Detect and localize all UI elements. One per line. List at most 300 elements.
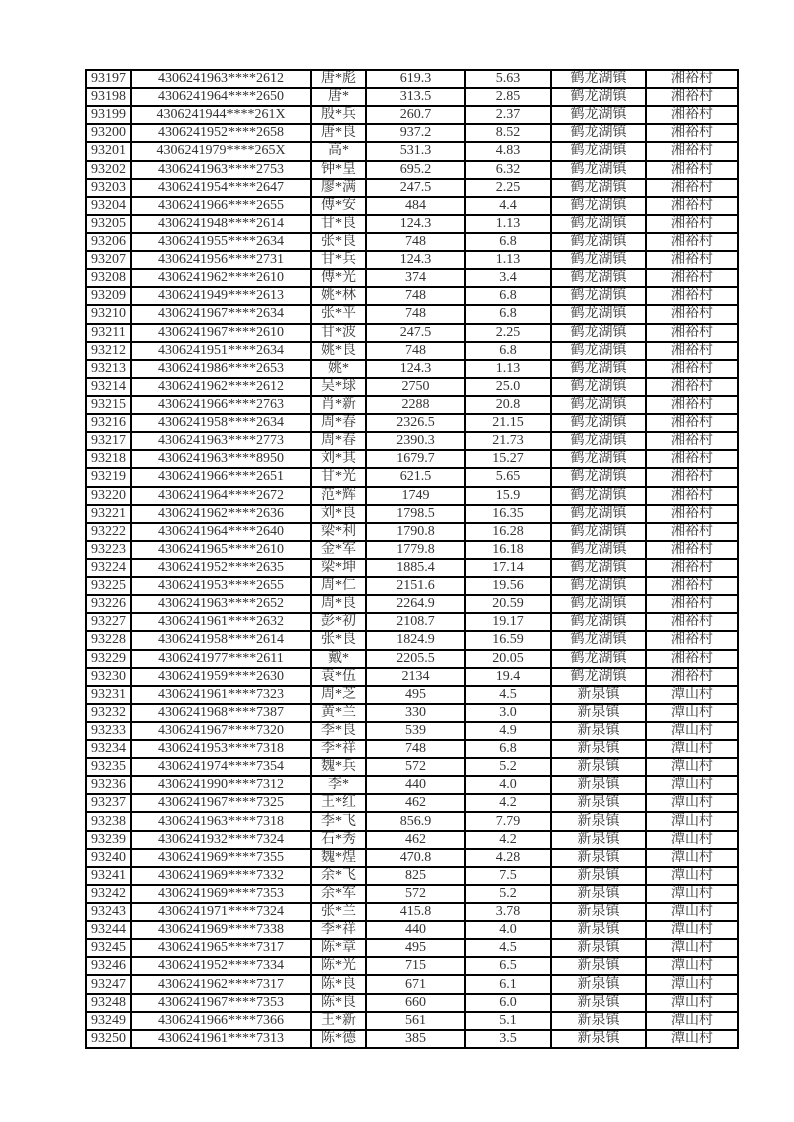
cell-amount-secondary: 4.9 (465, 722, 551, 740)
cell-masked-id-number: 4306241948****2614 (131, 215, 311, 233)
cell-masked-id-number: 4306241967****7320 (131, 722, 311, 740)
cell-serial-number: 93236 (86, 776, 131, 794)
cell-masked-id-number: 4306241952****7334 (131, 957, 311, 975)
cell-town: 新泉镇 (551, 1012, 646, 1030)
cell-amount: 440 (366, 776, 465, 794)
cell-serial-number: 93229 (86, 650, 131, 668)
cell-masked-id-number: 4306241969****7332 (131, 867, 311, 885)
cell-amount: 748 (366, 233, 465, 251)
cell-amount-secondary: 5.65 (465, 468, 551, 486)
cell-masked-id-number: 4306241954****2647 (131, 179, 311, 197)
cell-serial-number: 93250 (86, 1030, 131, 1048)
cell-masked-id-number: 4306241990****7312 (131, 776, 311, 794)
cell-amount: 2264.9 (366, 595, 465, 613)
cell-masked-id-number: 4306241962****2610 (131, 269, 311, 287)
cell-masked-name: 余*飞 (311, 867, 366, 885)
cell-masked-id-number: 4306241967****2634 (131, 305, 311, 323)
cell-masked-name: 梁*坤 (311, 559, 366, 577)
cell-amount-secondary: 5.1 (465, 1012, 551, 1030)
cell-amount: 671 (366, 975, 465, 993)
cell-serial-number: 93223 (86, 541, 131, 559)
cell-village: 湘裕村 (646, 360, 738, 378)
cell-amount-secondary: 19.17 (465, 613, 551, 631)
cell-amount: 748 (366, 287, 465, 305)
cell-masked-id-number: 4306241964****2650 (131, 88, 311, 106)
cell-serial-number: 93227 (86, 613, 131, 631)
cell-village: 湘裕村 (646, 269, 738, 287)
cell-serial-number: 93242 (86, 885, 131, 903)
cell-serial-number: 93241 (86, 867, 131, 885)
cell-amount-secondary: 20.8 (465, 396, 551, 414)
cell-masked-name: 甘*光 (311, 468, 366, 486)
table-row (86, 523, 738, 541)
cell-masked-name: 傅*光 (311, 269, 366, 287)
cell-amount: 572 (366, 885, 465, 903)
cell-masked-name: 李*祥 (311, 740, 366, 758)
cell-village: 湘裕村 (646, 88, 738, 106)
cell-town: 鹤龙湖镇 (551, 124, 646, 142)
cell-town: 鹤龙湖镇 (551, 505, 646, 523)
cell-amount-secondary: 4.5 (465, 939, 551, 957)
cell-masked-id-number: 4306241961****2632 (131, 613, 311, 631)
cell-amount-secondary: 4.28 (465, 849, 551, 867)
cell-masked-id-number: 4306241966****7366 (131, 1012, 311, 1030)
cell-masked-name: 李*祥 (311, 921, 366, 939)
cell-serial-number: 93231 (86, 686, 131, 704)
cell-town: 鹤龙湖镇 (551, 142, 646, 160)
cell-masked-name: 刘*其 (311, 450, 366, 468)
cell-village: 湘裕村 (646, 287, 738, 305)
cell-amount: 495 (366, 939, 465, 957)
cell-village: 湘裕村 (646, 650, 738, 668)
cell-town: 鹤龙湖镇 (551, 161, 646, 179)
table-row (86, 396, 738, 414)
table-row (86, 215, 738, 233)
cell-village: 湘裕村 (646, 378, 738, 396)
cell-amount-secondary: 7.79 (465, 812, 551, 830)
cell-masked-name: 张*良 (311, 233, 366, 251)
cell-amount-secondary: 19.56 (465, 577, 551, 595)
cell-masked-id-number: 4306241969****7355 (131, 849, 311, 867)
cell-amount-secondary: 5.63 (465, 70, 551, 88)
cell-amount: 1779.8 (366, 541, 465, 559)
cell-amount: 2750 (366, 378, 465, 396)
table-row (86, 450, 738, 468)
cell-amount-secondary: 4.2 (465, 831, 551, 849)
cell-village: 潭山村 (646, 776, 738, 794)
cell-amount-secondary: 3.78 (465, 903, 551, 921)
table-row (86, 650, 738, 668)
cell-amount-secondary: 1.13 (465, 360, 551, 378)
cell-amount-secondary: 4.83 (465, 142, 551, 160)
cell-serial-number: 93246 (86, 957, 131, 975)
cell-masked-name: 唐*彪 (311, 70, 366, 88)
table-row (86, 668, 738, 686)
cell-serial-number: 93205 (86, 215, 131, 233)
cell-amount-secondary: 6.8 (465, 233, 551, 251)
cell-serial-number: 93247 (86, 975, 131, 993)
cell-masked-id-number: 4306241963****2612 (131, 70, 311, 88)
cell-amount-secondary: 6.32 (465, 161, 551, 179)
cell-village: 潭山村 (646, 867, 738, 885)
cell-amount-secondary: 6.8 (465, 305, 551, 323)
cell-serial-number: 93208 (86, 269, 131, 287)
cell-serial-number: 93216 (86, 414, 131, 432)
cell-amount: 748 (366, 342, 465, 360)
cell-village: 潭山村 (646, 957, 738, 975)
cell-amount-secondary: 6.1 (465, 975, 551, 993)
cell-masked-id-number: 4306241964****2672 (131, 487, 311, 505)
cell-village: 潭山村 (646, 1030, 738, 1048)
cell-serial-number: 93198 (86, 88, 131, 106)
cell-amount-secondary: 2.25 (465, 324, 551, 342)
cell-town: 鹤龙湖镇 (551, 70, 646, 88)
cell-masked-name: 殷*兵 (311, 106, 366, 124)
table-row (86, 849, 738, 867)
cell-masked-id-number: 4306241932****7324 (131, 831, 311, 849)
table-row (86, 88, 738, 106)
cell-masked-id-number: 4306241965****7317 (131, 939, 311, 957)
cell-amount: 1679.7 (366, 450, 465, 468)
table-row (86, 921, 738, 939)
table-row (86, 613, 738, 631)
table-row (86, 378, 738, 396)
cell-masked-name: 甘*良 (311, 215, 366, 233)
table-row (86, 106, 738, 124)
cell-masked-name: 王*红 (311, 794, 366, 812)
table-row (86, 287, 738, 305)
cell-village: 潭山村 (646, 1012, 738, 1030)
cell-amount-secondary: 20.05 (465, 650, 551, 668)
cell-amount-secondary: 19.4 (465, 668, 551, 686)
cell-masked-id-number: 4306241953****2655 (131, 577, 311, 595)
cell-amount-secondary: 2.25 (465, 179, 551, 197)
cell-amount: 2108.7 (366, 613, 465, 631)
table-row (86, 179, 738, 197)
cell-amount-secondary: 6.5 (465, 957, 551, 975)
cell-town: 新泉镇 (551, 831, 646, 849)
table-row (86, 342, 738, 360)
cell-masked-name: 范*辉 (311, 487, 366, 505)
cell-village: 湘裕村 (646, 432, 738, 450)
cell-town: 新泉镇 (551, 1030, 646, 1048)
cell-masked-name: 陈*良 (311, 994, 366, 1012)
table-row (86, 758, 738, 776)
cell-amount: 561 (366, 1012, 465, 1030)
cell-amount: 124.3 (366, 215, 465, 233)
cell-serial-number: 93217 (86, 432, 131, 450)
cell-serial-number: 93202 (86, 161, 131, 179)
cell-masked-name: 张*兰 (311, 903, 366, 921)
cell-town: 新泉镇 (551, 867, 646, 885)
cell-amount: 374 (366, 269, 465, 287)
cell-town: 鹤龙湖镇 (551, 523, 646, 541)
cell-masked-id-number: 4306241952****2635 (131, 559, 311, 577)
table-row (86, 975, 738, 993)
cell-town: 鹤龙湖镇 (551, 287, 646, 305)
cell-masked-id-number: 4306241966****2655 (131, 197, 311, 215)
cell-town: 鹤龙湖镇 (551, 378, 646, 396)
cell-amount: 695.2 (366, 161, 465, 179)
cell-amount: 1885.4 (366, 559, 465, 577)
cell-village: 湘裕村 (646, 631, 738, 649)
cell-town: 新泉镇 (551, 794, 646, 812)
cell-amount-secondary: 17.14 (465, 559, 551, 577)
table-row (86, 414, 738, 432)
cell-masked-name: 刘*良 (311, 505, 366, 523)
cell-masked-id-number: 4306241952****2658 (131, 124, 311, 142)
cell-masked-name: 张*良 (311, 631, 366, 649)
cell-amount: 539 (366, 722, 465, 740)
table-row (86, 867, 738, 885)
cell-masked-name: 魏*兵 (311, 758, 366, 776)
cell-town: 鹤龙湖镇 (551, 450, 646, 468)
cell-amount-secondary: 3.5 (465, 1030, 551, 1048)
cell-masked-name: 周*春 (311, 414, 366, 432)
cell-amount-secondary: 4.0 (465, 776, 551, 794)
cell-village: 湘裕村 (646, 541, 738, 559)
cell-masked-name: 唐* (311, 88, 366, 106)
cell-masked-name: 魏*煌 (311, 849, 366, 867)
cell-town: 鹤龙湖镇 (551, 233, 646, 251)
cell-serial-number: 93245 (86, 939, 131, 957)
cell-amount: 2151.6 (366, 577, 465, 595)
cell-serial-number: 93237 (86, 794, 131, 812)
cell-serial-number: 93244 (86, 921, 131, 939)
cell-serial-number: 93199 (86, 106, 131, 124)
cell-village: 潭山村 (646, 704, 738, 722)
cell-amount-secondary: 4.4 (465, 197, 551, 215)
table-row (86, 324, 738, 342)
cell-village: 湘裕村 (646, 523, 738, 541)
cell-town: 鹤龙湖镇 (551, 197, 646, 215)
cell-town: 鹤龙湖镇 (551, 106, 646, 124)
table-row (86, 197, 738, 215)
cell-serial-number: 93235 (86, 758, 131, 776)
cell-amount: 621.5 (366, 468, 465, 486)
cell-masked-id-number: 4306241977****2611 (131, 650, 311, 668)
cell-masked-id-number: 4306241971****7324 (131, 903, 311, 921)
cell-amount: 470.8 (366, 849, 465, 867)
cell-village: 潭山村 (646, 722, 738, 740)
cell-town: 鹤龙湖镇 (551, 468, 646, 486)
cell-masked-name: 陈*德 (311, 1030, 366, 1048)
cell-town: 鹤龙湖镇 (551, 88, 646, 106)
table-row (86, 1030, 738, 1048)
cell-masked-id-number: 4306241967****2610 (131, 324, 311, 342)
cell-serial-number: 93201 (86, 142, 131, 160)
cell-town: 新泉镇 (551, 740, 646, 758)
cell-amount: 2134 (366, 668, 465, 686)
cell-amount: 2390.3 (366, 432, 465, 450)
table-row (86, 161, 738, 179)
cell-amount-secondary: 6.8 (465, 287, 551, 305)
table-row (86, 957, 738, 975)
cell-serial-number: 93214 (86, 378, 131, 396)
cell-amount: 825 (366, 867, 465, 885)
cell-amount-secondary: 5.2 (465, 758, 551, 776)
cell-masked-name: 张*平 (311, 305, 366, 323)
cell-masked-name: 傅*安 (311, 197, 366, 215)
cell-amount: 748 (366, 740, 465, 758)
cell-masked-name: 周*良 (311, 595, 366, 613)
cell-amount: 715 (366, 957, 465, 975)
cell-town: 新泉镇 (551, 921, 646, 939)
cell-serial-number: 93209 (86, 287, 131, 305)
cell-serial-number: 93240 (86, 849, 131, 867)
cell-serial-number: 93222 (86, 523, 131, 541)
cell-serial-number: 93212 (86, 342, 131, 360)
cell-amount: 2326.5 (366, 414, 465, 432)
cell-masked-name: 陈*章 (311, 939, 366, 957)
table-body (86, 70, 738, 1048)
cell-serial-number: 93200 (86, 124, 131, 142)
cell-amount: 124.3 (366, 360, 465, 378)
cell-masked-name: 王*新 (311, 1012, 366, 1030)
cell-village: 湘裕村 (646, 124, 738, 142)
cell-serial-number: 93203 (86, 179, 131, 197)
cell-serial-number: 93211 (86, 324, 131, 342)
cell-serial-number: 93213 (86, 360, 131, 378)
cell-masked-id-number: 4306241953****7318 (131, 740, 311, 758)
cell-amount: 2288 (366, 396, 465, 414)
table-row (86, 70, 738, 88)
cell-amount-secondary: 16.18 (465, 541, 551, 559)
cell-town: 鹤龙湖镇 (551, 577, 646, 595)
cell-amount: 247.5 (366, 324, 465, 342)
cell-masked-name: 石*秀 (311, 831, 366, 849)
cell-amount: 440 (366, 921, 465, 939)
cell-town: 鹤龙湖镇 (551, 650, 646, 668)
cell-masked-name: 姚*林 (311, 287, 366, 305)
cell-masked-id-number: 4306241961****7313 (131, 1030, 311, 1048)
cell-masked-name: 姚*良 (311, 342, 366, 360)
cell-village: 潭山村 (646, 812, 738, 830)
cell-amount-secondary: 3.0 (465, 704, 551, 722)
cell-village: 潭山村 (646, 794, 738, 812)
table-row (86, 704, 738, 722)
cell-town: 新泉镇 (551, 686, 646, 704)
cell-amount: 572 (366, 758, 465, 776)
cell-town: 新泉镇 (551, 939, 646, 957)
cell-village: 湘裕村 (646, 468, 738, 486)
cell-serial-number: 93221 (86, 505, 131, 523)
table-row (86, 776, 738, 794)
table-row (86, 994, 738, 1012)
table-row (86, 559, 738, 577)
cell-town: 鹤龙湖镇 (551, 396, 646, 414)
cell-village: 湘裕村 (646, 197, 738, 215)
cell-amount-secondary: 15.27 (465, 450, 551, 468)
cell-masked-id-number: 4306241974****7354 (131, 758, 311, 776)
cell-amount: 1798.5 (366, 505, 465, 523)
cell-village: 湘裕村 (646, 577, 738, 595)
cell-village: 湘裕村 (646, 450, 738, 468)
table-row (86, 487, 738, 505)
cell-village: 湘裕村 (646, 396, 738, 414)
cell-amount-secondary: 21.73 (465, 432, 551, 450)
cell-town: 鹤龙湖镇 (551, 215, 646, 233)
cell-serial-number: 93204 (86, 197, 131, 215)
cell-masked-name: 廖*满 (311, 179, 366, 197)
cell-amount: 385 (366, 1030, 465, 1048)
cell-village: 潭山村 (646, 740, 738, 758)
cell-amount: 330 (366, 704, 465, 722)
cell-village: 潭山村 (646, 758, 738, 776)
table-row (86, 686, 738, 704)
cell-masked-id-number: 4306241967****7353 (131, 994, 311, 1012)
cell-masked-id-number: 4306241969****7353 (131, 885, 311, 903)
cell-masked-name: 袁*伍 (311, 668, 366, 686)
cell-amount: 313.5 (366, 88, 465, 106)
cell-town: 新泉镇 (551, 994, 646, 1012)
cell-masked-id-number: 4306241965****2610 (131, 541, 311, 559)
cell-amount-secondary: 25.0 (465, 378, 551, 396)
cell-amount: 247.5 (366, 179, 465, 197)
cell-serial-number: 93233 (86, 722, 131, 740)
cell-village: 湘裕村 (646, 559, 738, 577)
cell-amount: 124.3 (366, 251, 465, 269)
cell-village: 潭山村 (646, 903, 738, 921)
table-row (86, 885, 738, 903)
cell-masked-name: 金*军 (311, 541, 366, 559)
cell-serial-number: 93207 (86, 251, 131, 269)
cell-serial-number: 93238 (86, 812, 131, 830)
cell-village: 潭山村 (646, 885, 738, 903)
cell-town: 新泉镇 (551, 812, 646, 830)
cell-masked-id-number: 4306241949****2613 (131, 287, 311, 305)
cell-amount-secondary: 6.0 (465, 994, 551, 1012)
cell-amount-secondary: 2.85 (465, 88, 551, 106)
cell-town: 鹤龙湖镇 (551, 559, 646, 577)
table-row (86, 631, 738, 649)
cell-amount-secondary: 20.59 (465, 595, 551, 613)
cell-town: 鹤龙湖镇 (551, 432, 646, 450)
cell-masked-name: 李* (311, 776, 366, 794)
cell-masked-id-number: 4306241969****7338 (131, 921, 311, 939)
cell-serial-number: 93197 (86, 70, 131, 88)
cell-amount: 748 (366, 305, 465, 323)
cell-masked-name: 戴* (311, 650, 366, 668)
cell-village: 湘裕村 (646, 505, 738, 523)
cell-village: 湘裕村 (646, 106, 738, 124)
cell-masked-id-number: 4306241966****2651 (131, 468, 311, 486)
cell-amount: 484 (366, 197, 465, 215)
cell-amount-secondary: 7.5 (465, 867, 551, 885)
table-row (86, 794, 738, 812)
table-row (86, 432, 738, 450)
cell-town: 新泉镇 (551, 758, 646, 776)
cell-town: 鹤龙湖镇 (551, 613, 646, 631)
cell-amount-secondary: 4.0 (465, 921, 551, 939)
table-row (86, 831, 738, 849)
cell-village: 湘裕村 (646, 70, 738, 88)
cell-town: 鹤龙湖镇 (551, 631, 646, 649)
cell-masked-id-number: 4306241962****2636 (131, 505, 311, 523)
cell-village: 潭山村 (646, 849, 738, 867)
cell-town: 新泉镇 (551, 903, 646, 921)
cell-masked-name: 周*春 (311, 432, 366, 450)
cell-masked-id-number: 4306241956****2731 (131, 251, 311, 269)
cell-serial-number: 93248 (86, 994, 131, 1012)
cell-masked-name: 肖*新 (311, 396, 366, 414)
cell-village: 湘裕村 (646, 414, 738, 432)
cell-town: 鹤龙湖镇 (551, 324, 646, 342)
cell-serial-number: 93234 (86, 740, 131, 758)
cell-village: 潭山村 (646, 975, 738, 993)
cell-town: 鹤龙湖镇 (551, 360, 646, 378)
table-row (86, 142, 738, 160)
